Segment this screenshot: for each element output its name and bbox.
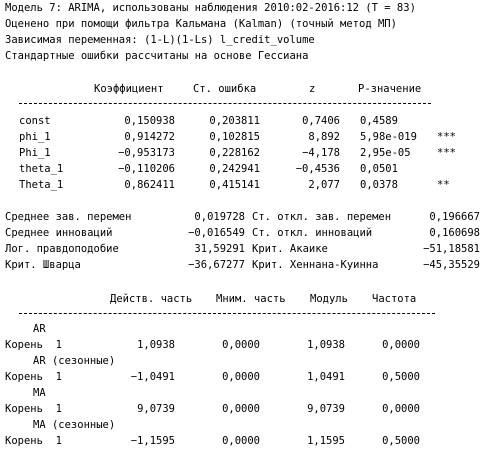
row-sig: *** bbox=[437, 131, 456, 143]
root-real: 1,0938 bbox=[137, 339, 175, 351]
row-coef: −0,110206 bbox=[118, 163, 175, 175]
root-label: Корень 1 bbox=[5, 435, 62, 447]
row-p: 2,95e-05 bbox=[360, 147, 411, 159]
root-label: Корень 1 bbox=[5, 339, 62, 351]
col-header-z: z bbox=[309, 83, 316, 95]
stat-label: Крит. Акаике bbox=[252, 243, 328, 255]
col-header-imag: Мним. часть bbox=[216, 293, 286, 305]
root-real: −1,1595 bbox=[130, 435, 175, 447]
row-se: 0,415141 bbox=[209, 179, 260, 191]
stat-label: Крит. Хеннана-Куинна bbox=[252, 259, 379, 271]
col-header-real: Действ. часть bbox=[110, 293, 193, 305]
stat-value: −0,016549 bbox=[188, 227, 245, 239]
row-coef: −0,953173 bbox=[118, 147, 175, 159]
col-header-modulus: Модуль bbox=[310, 293, 348, 305]
col-header-coef: Коэффициент bbox=[94, 83, 164, 95]
stat-label: Крит. Шварца bbox=[5, 259, 81, 271]
row-p: 0,0501 bbox=[360, 163, 398, 175]
root-modulus: 9,0739 bbox=[307, 403, 345, 415]
col-header-p: P-значение bbox=[358, 83, 422, 95]
root-frequency: 0,0000 bbox=[382, 403, 420, 415]
root-frequency: 0,5000 bbox=[382, 371, 420, 383]
section-title: AR (сезонные) bbox=[33, 355, 116, 367]
row-name: theta_1 bbox=[19, 163, 64, 175]
row-z: 8,892 bbox=[308, 131, 340, 143]
root-imag: 0,0000 bbox=[222, 339, 260, 351]
row-name: Phi_1 bbox=[19, 147, 51, 159]
root-imag: 0,0000 bbox=[222, 371, 260, 383]
row-coef: 0,862411 bbox=[124, 179, 175, 191]
row-z: −0,4536 bbox=[295, 163, 340, 175]
row-se: 0,203811 bbox=[209, 115, 260, 127]
row-coef: 0,150938 bbox=[124, 115, 175, 127]
root-modulus: 1,0491 bbox=[307, 371, 345, 383]
stat-value: −51,18581 bbox=[423, 243, 480, 255]
root-modulus: 1,0938 bbox=[307, 339, 345, 351]
divider bbox=[19, 313, 435, 314]
row-name: phi_1 bbox=[19, 131, 51, 143]
stat-value: 0,160698 bbox=[429, 227, 480, 239]
root-imag: 0,0000 bbox=[222, 435, 260, 447]
stat-value: 0,196667 bbox=[429, 211, 480, 223]
row-name: Theta_1 bbox=[19, 179, 64, 191]
row-se: 0,228162 bbox=[209, 147, 260, 159]
row-p: 0,0378 bbox=[360, 179, 398, 191]
stat-label: Среднее зав. перемен bbox=[5, 211, 132, 223]
root-real: 9,0739 bbox=[137, 403, 175, 415]
col-header-se: Ст. ошибка bbox=[193, 83, 257, 95]
col-header-frequency: Частота bbox=[372, 293, 417, 305]
row-se: 0,102815 bbox=[209, 131, 260, 143]
stat-value: 31,59291 bbox=[194, 243, 245, 255]
section-title: MA bbox=[33, 387, 46, 399]
estimation-method: Оценено при помощи фильтра Кальмана (Kalman) (точный метод МП) bbox=[5, 18, 397, 30]
root-label: Корень 1 bbox=[5, 371, 62, 383]
std-errors-note: Стандартные ошибки рассчитаны на основе Гессиана bbox=[5, 50, 309, 62]
root-imag: 0,0000 bbox=[222, 403, 260, 415]
root-real: −1,0491 bbox=[130, 371, 175, 383]
row-p: 5,98e-019 bbox=[360, 131, 417, 143]
row-name: const bbox=[19, 115, 51, 127]
root-frequency: 0,0000 bbox=[382, 339, 420, 351]
root-frequency: 0,5000 bbox=[382, 435, 420, 447]
section-title: AR bbox=[33, 323, 46, 335]
row-z: 0,7406 bbox=[302, 115, 340, 127]
stat-label: Ст. откл. зав. перемен bbox=[252, 211, 392, 223]
stat-value: 0,019728 bbox=[194, 211, 245, 223]
stat-value: −36,67277 bbox=[188, 259, 245, 271]
row-z: 2,077 bbox=[308, 179, 340, 191]
stat-label: Среднее инноваций bbox=[5, 227, 113, 239]
row-se: 0,242941 bbox=[209, 163, 260, 175]
stat-label: Лог. правдоподобие bbox=[5, 243, 119, 255]
row-coef: 0,914272 bbox=[124, 131, 175, 143]
model-title: Модель 7: ARIMA, использованы наблюдения 2010:02-2016:12 (T = 83) bbox=[5, 2, 416, 14]
row-p: 0,4589 bbox=[360, 115, 398, 127]
divider bbox=[19, 103, 431, 104]
root-modulus: 1,1595 bbox=[307, 435, 345, 447]
stat-value: −45,35529 bbox=[423, 259, 480, 271]
dependent-variable: Зависимая переменная: (1-L)(1-Ls) l_credit_volume bbox=[5, 34, 315, 46]
row-sig: *** bbox=[437, 147, 456, 159]
row-sig: ** bbox=[437, 179, 450, 191]
row-z: −4,178 bbox=[302, 147, 340, 159]
root-label: Корень 1 bbox=[5, 403, 62, 415]
section-title: MA (сезонные) bbox=[33, 419, 116, 431]
stat-label: Ст. откл. инноваций bbox=[252, 227, 373, 239]
